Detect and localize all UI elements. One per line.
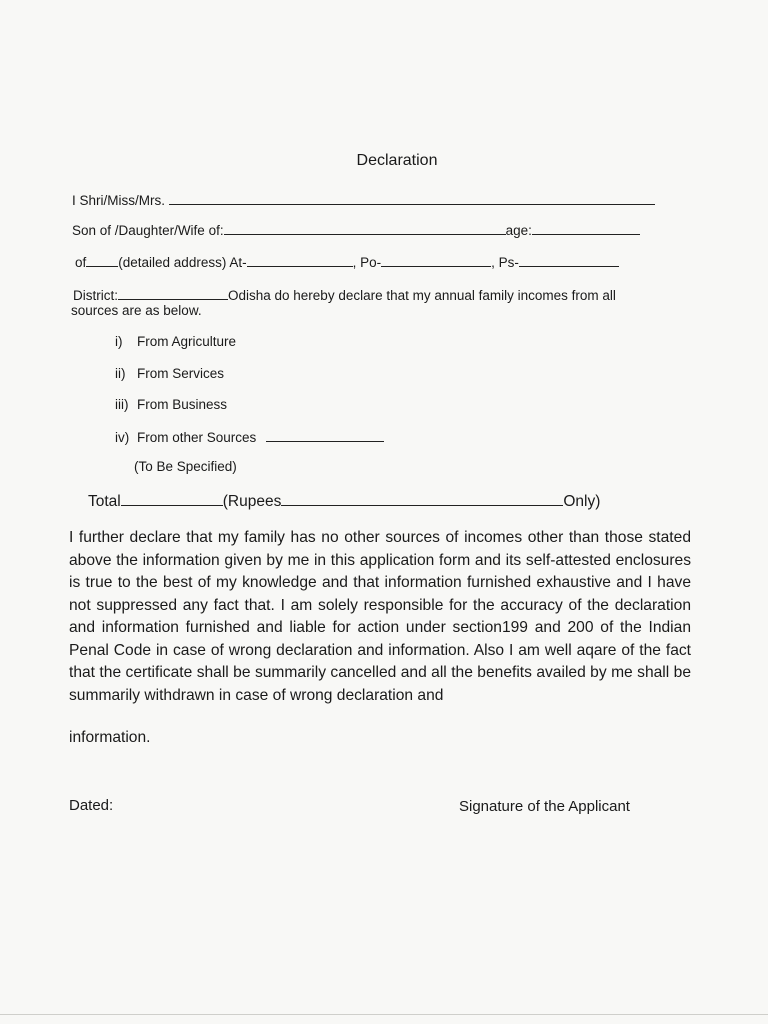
rupees-label: (Rupees bbox=[222, 493, 282, 510]
dated-label: Dated: bbox=[69, 797, 114, 814]
list-item-number: i) bbox=[115, 334, 123, 349]
list-item-number: iii) bbox=[115, 397, 129, 412]
list-item-label: From other Sources bbox=[137, 430, 257, 445]
to-be-specified: (To Be Specified) bbox=[134, 459, 237, 474]
list-item-label: From Business bbox=[137, 397, 228, 412]
list-item-label: From Agriculture bbox=[137, 334, 237, 349]
name-label: I Shri/Miss/Mrs. bbox=[72, 193, 165, 208]
total-blank[interactable] bbox=[121, 492, 223, 506]
total-line bbox=[88, 492, 600, 511]
sources-line: sources are as below. bbox=[71, 303, 202, 318]
total-label: Total bbox=[88, 493, 121, 510]
document-title: Declaration bbox=[356, 152, 438, 169]
list-item bbox=[115, 366, 224, 381]
district-line bbox=[73, 286, 616, 303]
of-blank[interactable] bbox=[86, 253, 118, 267]
po-label: , Po- bbox=[352, 255, 382, 270]
relation-line bbox=[72, 221, 640, 238]
declaration-paragraph-end: information. bbox=[69, 729, 151, 746]
address-line bbox=[75, 253, 619, 270]
of-label: of bbox=[75, 255, 87, 270]
list-item-label: From Services bbox=[137, 366, 225, 381]
relation-label: Son of /Daughter/Wife of: bbox=[72, 223, 224, 238]
only-label: Only) bbox=[563, 493, 601, 510]
list-item bbox=[115, 397, 227, 412]
at-blank[interactable] bbox=[247, 253, 353, 267]
age-blank[interactable] bbox=[532, 221, 640, 235]
ps-label: , Ps- bbox=[491, 255, 519, 270]
list-item bbox=[115, 334, 236, 349]
page-bottom-divider bbox=[0, 1014, 768, 1015]
po-blank[interactable] bbox=[381, 253, 491, 267]
age-label: age: bbox=[505, 223, 532, 238]
list-item-number: ii) bbox=[115, 366, 126, 381]
address-label: (detailed address) At- bbox=[118, 255, 247, 270]
name-line bbox=[72, 191, 655, 208]
ps-blank[interactable] bbox=[519, 253, 619, 267]
list-item-number: iv) bbox=[115, 430, 130, 445]
rupees-blank[interactable] bbox=[281, 492, 563, 506]
relation-blank[interactable] bbox=[224, 221, 506, 235]
district-label: District: bbox=[73, 288, 118, 303]
signature-label: Signature of the Applicant bbox=[459, 798, 630, 815]
other-sources-blank[interactable] bbox=[266, 428, 384, 442]
district-blank[interactable] bbox=[118, 286, 228, 300]
declaration-paragraph: I further declare that my family has no other sources of incomes other than those stated above the information given by me in this application form and its self-attested enclosures is true to the best of my knowledge and that information furnished exhaustive and I have not suppressed any fact that. I am solely responsible for the accuracy of the declaration and information furnished and liable for action under section199 and 200 of the Indian Penal Code in case of wrong declaration and information. Also I am well aqare of the fact that the certificate shall be summarily cancelled and all the benefits availed by me shall be summarily withdrawn in case of wrong declaration and bbox=[69, 529, 691, 704]
district-text: Odisha do hereby declare that my annual family incomes from all bbox=[228, 288, 616, 303]
name-blank[interactable] bbox=[169, 191, 655, 205]
list-item bbox=[115, 428, 384, 445]
